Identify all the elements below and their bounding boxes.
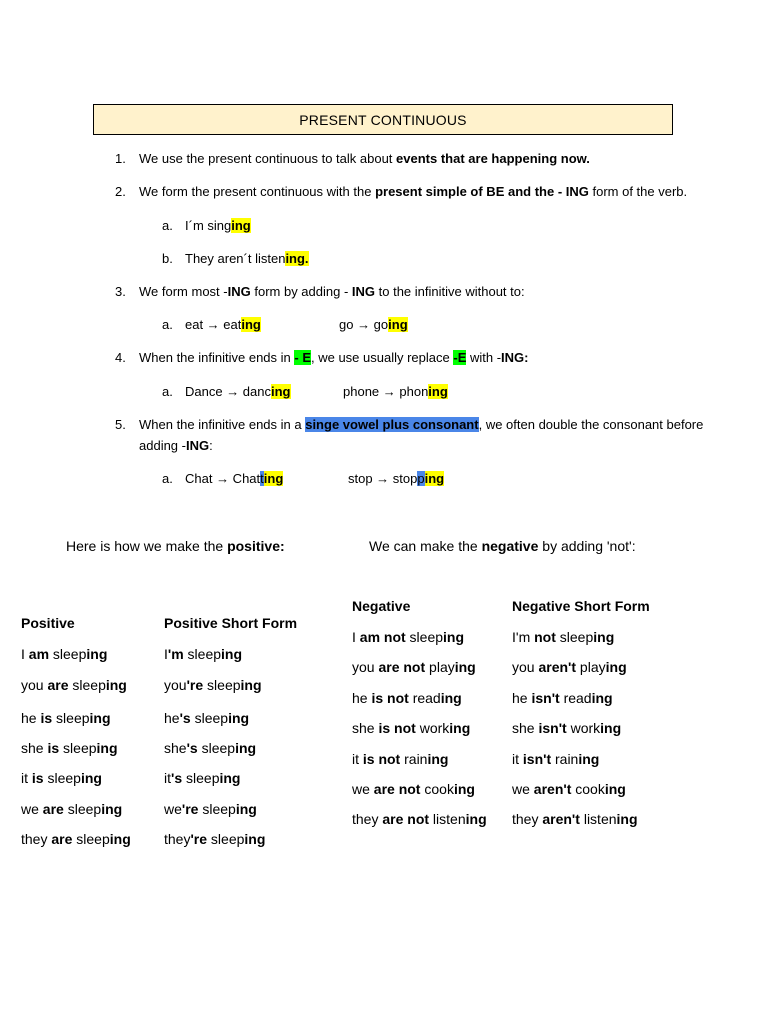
bold-fragment: ing xyxy=(440,690,462,706)
bold-fragment: ing xyxy=(235,801,257,817)
bold-fragment: is not xyxy=(378,720,416,736)
negative-table-cell xyxy=(352,810,487,828)
bold-fragment: ing xyxy=(109,831,131,847)
text-fragment: sleep xyxy=(63,801,102,817)
bold-fragment: ing xyxy=(604,781,626,797)
list-number: 2. xyxy=(115,184,126,199)
bold-fragment: are not xyxy=(373,781,421,797)
example-3a-1 xyxy=(185,317,261,333)
intro-text: Here is how we make the xyxy=(66,538,228,554)
text-fragment: sleep xyxy=(49,646,87,662)
bold-fragment: not xyxy=(534,629,556,645)
bold-fragment: is xyxy=(40,710,53,726)
rule-bold: ING: xyxy=(501,350,529,365)
text-fragment: he xyxy=(352,690,372,706)
highlight-e: -E xyxy=(453,350,467,365)
example-2a xyxy=(185,218,251,234)
example-text: Dance → danc xyxy=(185,384,271,399)
bold-fragment: ing xyxy=(605,659,627,675)
bold-fragment: ing xyxy=(465,811,487,827)
positive-table-cell xyxy=(164,739,256,757)
highlight-ing: ing xyxy=(271,384,291,399)
highlight-double-consonant: t xyxy=(260,471,264,486)
positive-table-cell xyxy=(21,676,127,694)
example-5a-1 xyxy=(185,471,283,487)
list-number: 1. xyxy=(115,151,126,166)
text-fragment: you xyxy=(21,677,48,693)
list-letter: a. xyxy=(162,218,173,233)
bold-fragment: ing xyxy=(449,720,471,736)
text-fragment: it xyxy=(352,751,363,767)
bold-fragment: ing xyxy=(86,646,108,662)
bold-fragment: ing xyxy=(591,690,613,706)
bold-fragment: 're xyxy=(186,677,204,693)
positive-table-cell xyxy=(21,800,122,818)
negative-table-cell xyxy=(512,750,599,768)
rule-text: form by adding - xyxy=(250,284,352,299)
highlight-ing: ing xyxy=(388,317,408,332)
page-title: PRESENT CONTINUOUS xyxy=(93,104,673,135)
bold-fragment: ing xyxy=(240,677,262,693)
text-fragment: she xyxy=(164,740,187,756)
positive-column-header: Positive Short Form xyxy=(164,615,298,631)
bold-fragment: is not xyxy=(371,690,409,706)
bold-fragment: ing xyxy=(89,710,111,726)
bold-fragment: is xyxy=(31,770,44,786)
bold-fragment: 're xyxy=(190,831,208,847)
highlight-ing: ing xyxy=(428,384,448,399)
text-fragment: sleep xyxy=(198,801,236,817)
list-number: 5. xyxy=(115,417,126,432)
positive-table-cell xyxy=(21,709,111,727)
list-letter: a. xyxy=(162,471,173,486)
list-letter: b. xyxy=(162,251,173,266)
text-fragment: it xyxy=(21,770,32,786)
list-letter: a. xyxy=(162,384,173,399)
example-5a-2 xyxy=(348,471,444,487)
negative-table-cell xyxy=(512,810,638,828)
bold-fragment: 's xyxy=(186,740,198,756)
text-fragment: they xyxy=(352,811,383,827)
rule-text: We form the present continuous with the xyxy=(139,184,376,199)
negative-table-cell xyxy=(512,658,627,676)
rule-text: When the infinitive ends in xyxy=(139,350,295,365)
negative-table-cell xyxy=(512,780,626,798)
positive-table-cell xyxy=(164,769,240,787)
intro-bold: positive: xyxy=(227,538,285,554)
highlight-ing: ing xyxy=(241,317,261,332)
negative-table-cell xyxy=(512,689,613,707)
text-fragment: they xyxy=(21,831,52,847)
text-fragment: you xyxy=(512,659,539,675)
text-fragment: I xyxy=(164,646,168,662)
rule-bold: present simple of BE and the - ING xyxy=(375,184,589,199)
bold-fragment: am xyxy=(28,646,50,662)
text-fragment: you xyxy=(164,677,187,693)
text-fragment: we xyxy=(164,801,182,817)
text-fragment: play xyxy=(425,659,455,675)
positive-table-cell xyxy=(164,676,262,694)
text-fragment: rain xyxy=(551,751,579,767)
highlight-e: - E xyxy=(294,350,311,365)
positive-table-cell xyxy=(21,769,102,787)
bold-fragment: ing xyxy=(235,740,257,756)
highlight-ing: ing xyxy=(424,471,445,486)
intro-bold: negative xyxy=(481,538,539,554)
text-fragment: you xyxy=(352,659,379,675)
text-fragment: she xyxy=(512,720,539,736)
highlight-ing: ing xyxy=(263,471,284,486)
text-fragment: read xyxy=(408,690,441,706)
text-fragment: she xyxy=(21,740,48,756)
rule-text: When the infinitive ends in a xyxy=(139,417,306,432)
negative-column-header: Negative Short Form xyxy=(512,598,650,614)
example-text: eat → eat xyxy=(185,317,242,332)
text-fragment: read xyxy=(559,690,592,706)
example-4a-1 xyxy=(185,384,291,400)
bold-fragment: are xyxy=(42,801,64,817)
bold-fragment: ing xyxy=(221,646,243,662)
positive-table-cell xyxy=(164,645,242,663)
bold-fragment: ing xyxy=(219,770,241,786)
rule-5-line-1 xyxy=(139,417,703,433)
rule-text: adding - xyxy=(139,438,186,453)
text-fragment: sleep xyxy=(68,677,106,693)
text-fragment: listen xyxy=(429,811,466,827)
list-letter: a. xyxy=(162,317,173,332)
text-fragment: sleep xyxy=(207,831,245,847)
text-fragment: she xyxy=(352,720,379,736)
text-fragment: they xyxy=(512,811,543,827)
bold-fragment: ing xyxy=(616,811,638,827)
positive-table-cell xyxy=(21,739,118,757)
bold-fragment: ing xyxy=(80,770,102,786)
example-2b xyxy=(185,251,309,267)
text-fragment: sleep xyxy=(197,740,236,756)
list-number: 3. xyxy=(115,284,126,299)
rule-text: with - xyxy=(466,350,502,365)
bold-fragment: is xyxy=(47,740,60,756)
rule-bold: events that are happening now. xyxy=(396,151,590,166)
text-fragment: sleep xyxy=(43,770,81,786)
list-number: 4. xyxy=(115,350,126,365)
example-text: stop → stop xyxy=(348,471,418,486)
text-fragment: I xyxy=(352,629,360,645)
text-fragment: sleep xyxy=(59,740,97,756)
highlight-double-consonant: p xyxy=(417,471,425,486)
example-3a-2 xyxy=(339,317,408,333)
bold-fragment: are xyxy=(47,677,69,693)
highlight-ing: ing. xyxy=(285,251,309,266)
text-fragment: it xyxy=(512,751,523,767)
bold-fragment: ing xyxy=(244,831,266,847)
negative-table-cell xyxy=(352,689,462,707)
intro-text: We can make the xyxy=(369,538,482,554)
rule-text: We use the present continuous to talk about xyxy=(139,151,397,166)
negative-table-cell xyxy=(512,628,614,646)
text-fragment: it xyxy=(164,770,171,786)
bold-fragment: ing xyxy=(600,720,622,736)
bold-fragment: aren't xyxy=(542,811,580,827)
bold-fragment: isn't xyxy=(538,720,567,736)
bold-fragment: ing xyxy=(453,781,475,797)
bold-fragment: ing xyxy=(101,801,123,817)
negative-intro xyxy=(369,537,636,555)
negative-table-cell xyxy=(512,719,621,737)
text-fragment: we xyxy=(352,781,374,797)
rule-text: We form most - xyxy=(139,284,228,299)
bold-fragment: aren't xyxy=(538,659,577,675)
rule-3 xyxy=(139,284,525,300)
text-fragment: sleep xyxy=(72,831,110,847)
text-fragment: sleep xyxy=(182,770,220,786)
example-4a-2 xyxy=(343,384,448,400)
rule-text: , we often double the consonant before xyxy=(478,417,704,432)
rule-bold: ING xyxy=(185,438,210,453)
rule-1 xyxy=(139,151,590,167)
rule-text: , we use usually replace xyxy=(311,350,454,365)
text-fragment: cook xyxy=(420,781,454,797)
text-fragment: rain xyxy=(400,751,428,767)
highlight-vowel-consonant: singe vowel plus consonant xyxy=(305,417,479,432)
highlight-ing: ing xyxy=(231,218,251,233)
bold-fragment: ing xyxy=(427,751,449,767)
text-fragment: sleep xyxy=(405,629,444,645)
bold-fragment: ing xyxy=(228,710,250,726)
bold-fragment: are not xyxy=(378,659,426,675)
text-fragment: work xyxy=(566,720,601,736)
example-text: I´m sing xyxy=(185,218,232,233)
rule-bold: ING xyxy=(227,284,251,299)
negative-table-cell xyxy=(352,780,475,798)
bold-fragment: 'm xyxy=(167,646,184,662)
bold-fragment: ing xyxy=(96,740,118,756)
bold-fragment: isn't xyxy=(522,751,552,767)
example-text: Chat → Chat xyxy=(185,471,261,486)
text-fragment: I'm xyxy=(512,629,535,645)
bold-fragment: ing xyxy=(443,629,465,645)
text-fragment: sleep xyxy=(203,677,241,693)
bold-fragment: ing xyxy=(454,659,476,675)
text-fragment: sleep xyxy=(52,710,90,726)
example-text: phone → phon xyxy=(343,384,429,399)
bold-fragment: 's xyxy=(171,770,183,786)
bold-fragment: 're xyxy=(181,801,199,817)
example-text: go → go xyxy=(339,317,389,332)
negative-table-cell xyxy=(352,628,464,646)
positive-table-cell xyxy=(164,830,265,848)
text-fragment: I xyxy=(21,646,29,662)
positive-table-cell xyxy=(21,830,131,848)
text-fragment: he xyxy=(512,690,532,706)
rule-text: to the infinitive without to: xyxy=(375,284,525,299)
text-fragment: we xyxy=(21,801,43,817)
text-fragment: listen xyxy=(579,811,617,827)
bold-fragment: ing xyxy=(105,677,127,693)
bold-fragment: ing xyxy=(578,751,600,767)
bold-fragment: 's xyxy=(179,710,191,726)
text-fragment: he xyxy=(21,710,41,726)
positive-column-header: Positive xyxy=(21,615,75,631)
negative-table-cell xyxy=(352,658,476,676)
intro-text: by adding 'not': xyxy=(538,538,636,554)
text-fragment: he xyxy=(164,710,180,726)
rule-5-line-2 xyxy=(139,438,213,454)
example-text: They aren´t listen xyxy=(185,251,286,266)
rule-text: : xyxy=(209,438,213,453)
bold-fragment: is not xyxy=(362,751,401,767)
negative-table-cell xyxy=(352,719,470,737)
rule-text: form of the verb. xyxy=(588,184,688,199)
bold-fragment: am not xyxy=(359,629,406,645)
text-fragment: sleep xyxy=(183,646,222,662)
bold-fragment: aren't xyxy=(533,781,572,797)
negative-table-cell xyxy=(352,750,448,768)
text-fragment: we xyxy=(512,781,534,797)
negative-column-header: Negative xyxy=(352,598,411,614)
text-fragment: cook xyxy=(571,781,605,797)
bold-fragment: isn't xyxy=(531,690,560,706)
positive-table-cell xyxy=(164,709,249,727)
text-fragment: sleep xyxy=(555,629,594,645)
text-fragment: play xyxy=(576,659,606,675)
positive-table-cell xyxy=(164,800,257,818)
positive-intro xyxy=(66,537,285,555)
rule-4 xyxy=(139,350,528,366)
text-fragment: sleep xyxy=(190,710,229,726)
positive-table-cell xyxy=(21,645,107,663)
bold-fragment: are not xyxy=(382,811,430,827)
bold-fragment: are xyxy=(51,831,73,847)
bold-fragment: ing xyxy=(593,629,615,645)
rule-2 xyxy=(139,184,687,200)
text-fragment: they xyxy=(164,831,191,847)
text-fragment: work xyxy=(415,720,450,736)
rule-bold: ING xyxy=(351,284,376,299)
